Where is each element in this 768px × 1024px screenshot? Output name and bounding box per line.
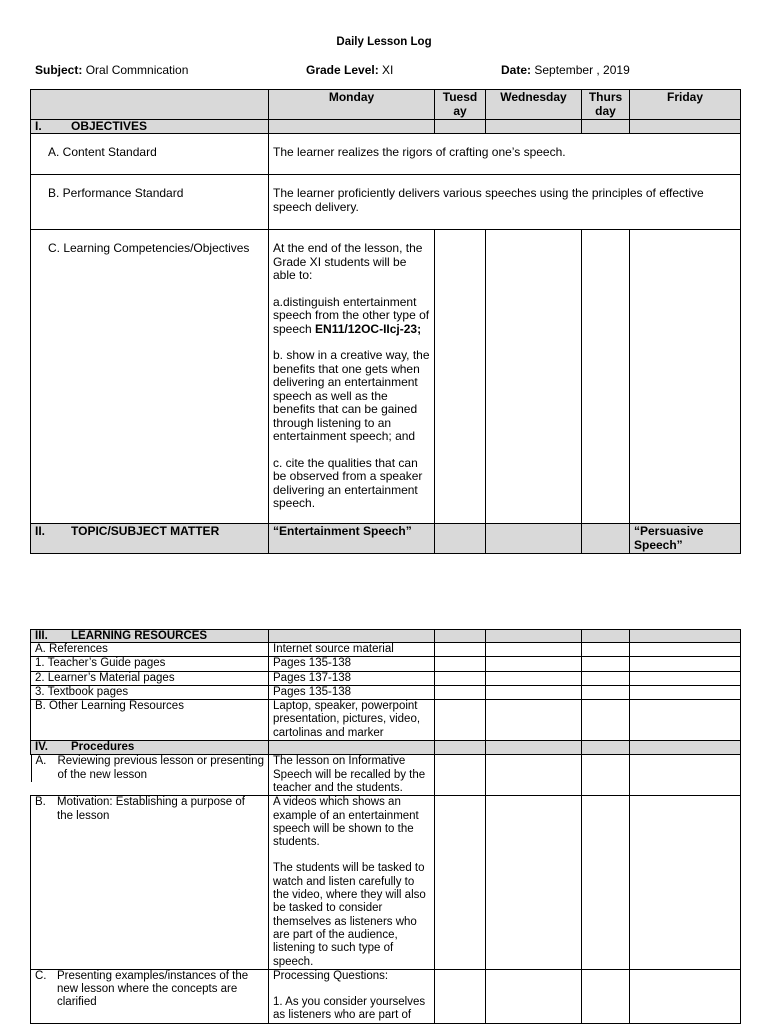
- empty-cell: [435, 671, 486, 685]
- empty-cell: [582, 741, 630, 755]
- learning-competencies-text: [269, 230, 435, 524]
- grade-level-field: [306, 63, 393, 77]
- section-number: I.: [35, 119, 42, 133]
- document-title: Daily Lesson Log: [336, 36, 432, 48]
- empty-cell: [486, 969, 582, 1023]
- learners-material-label: 2. Learner’s Material pages: [31, 671, 269, 685]
- empty-cell: [582, 969, 630, 1023]
- empty-cell: [435, 657, 486, 671]
- empty-cell: [486, 643, 582, 657]
- empty-cell: [435, 755, 486, 796]
- empty-cell: [582, 796, 630, 970]
- performance-standard-label: B. Performance Standard: [31, 175, 269, 230]
- procedure-c-row: [31, 969, 741, 1023]
- performance-standard-text: The learner proficiently delivers various speeches using the principles of effective speech delivery.: [269, 175, 741, 230]
- section-objectives-row: [31, 120, 741, 134]
- subject-label: Subject:: [35, 63, 83, 77]
- empty-cell: [582, 643, 630, 657]
- lc-objective-b: b. show in a creative way, the benefits that one gets when delivering an entertainment speech as well as the benefits that can be gained through listening to an entertainment speech; and: [273, 348, 430, 443]
- empty-cell: [630, 657, 741, 671]
- header-wednesday: Wednesday: [486, 90, 582, 120]
- empty-cell: [582, 671, 630, 685]
- empty-cell: [435, 741, 486, 755]
- empty-cell: [486, 657, 582, 671]
- teachers-guide-label: 1. Teacher’s Guide pages: [31, 657, 269, 671]
- section-title: Procedures: [71, 741, 135, 754]
- empty-cell: [582, 630, 630, 643]
- header-tuesday: Tuesd ay: [435, 90, 486, 120]
- empty-cell: [486, 755, 582, 796]
- section-resources-row: [31, 630, 741, 643]
- section-topic-heading: [31, 524, 269, 554]
- empty-cell: [486, 671, 582, 685]
- empty-cell: [630, 700, 741, 741]
- day-header-row: [31, 90, 741, 120]
- empty-cell: [630, 671, 741, 685]
- section-procedures-heading: [31, 741, 269, 755]
- procedure-c-text-2: 1. As you consider yourselves as listeners who are part of: [273, 996, 426, 1022]
- other-resources-label: B. Other Learning Resources: [31, 700, 269, 741]
- empty-cell: [435, 643, 486, 657]
- procedure-b-text-2: The students will be tasked to watch and listen carefully to the video, where they will also be tasked to consider themselves as listeners who are part of the audience, listening to such type of speech.: [273, 862, 426, 968]
- header-thursday: Thurs day: [582, 90, 630, 120]
- section-title: TOPIC/SUBJECT MATTER: [71, 524, 220, 538]
- procedure-b-text-1: A videos which shows an example of an entertainment speech will be shown to the students.: [273, 796, 419, 849]
- empty-cell: [435, 685, 486, 699]
- procedure-a-row: [31, 755, 741, 796]
- references-label: A. References: [31, 643, 269, 657]
- topic-friday: “Persuasive Speech”: [630, 524, 741, 554]
- subject-field: [35, 63, 188, 77]
- section-number: IV.: [35, 741, 49, 754]
- empty-cell: [630, 969, 741, 1023]
- content-standard-text: The learner realizes the rigors of crafting one’s speech.: [269, 134, 741, 175]
- procedure-b-value: [269, 796, 435, 970]
- procedure-c-letter: C.: [35, 969, 47, 982]
- grade-level-label: Grade Level:: [306, 63, 379, 77]
- learning-competencies-label: C. Learning Competencies/Objectives: [31, 230, 269, 524]
- content-standard-label: A. Content Standard: [31, 134, 269, 175]
- procedure-a-label: [31, 755, 269, 782]
- procedure-c-text-1: Processing Questions:: [273, 969, 389, 982]
- procedure-b-letter: B.: [35, 796, 46, 809]
- teachers-guide-value: Pages 135-138: [269, 657, 435, 671]
- procedure-b-row: [31, 796, 741, 970]
- lc-intro: At the end of the lesson, the Grade XI students will be able to:: [273, 241, 423, 282]
- section-objectives-heading: [31, 120, 269, 134]
- references-row: [31, 643, 741, 657]
- procedure-b-text: Motivation: Establishing a purpose of the lesson: [57, 796, 245, 822]
- empty-cell: [435, 120, 486, 134]
- teachers-guide-row: [31, 657, 741, 671]
- empty-cell: [435, 230, 486, 524]
- empty-cell: [582, 524, 630, 554]
- textbook-label: 3. Textbook pages: [31, 685, 269, 699]
- performance-standard-row: [31, 175, 741, 230]
- empty-cell: [630, 630, 741, 643]
- textbook-value: Pages 135-138: [269, 685, 435, 699]
- lc-objective-a: [273, 296, 430, 337]
- empty-cell: [435, 969, 486, 1023]
- grade-level-value: XI: [382, 63, 394, 77]
- date-value: September , 2019: [534, 63, 630, 77]
- section-resources-heading: [31, 630, 269, 643]
- textbook-row: [31, 685, 741, 699]
- other-resources-value: Laptop, speaker, powerpoint presentation, pictures, video, cartolinas and marker: [269, 700, 435, 741]
- lesson-log-table-bottom: [30, 629, 741, 1024]
- learners-material-value: Pages 137-138: [269, 671, 435, 685]
- subject-value: Oral Commnication: [85, 63, 189, 77]
- empty-cell: [486, 685, 582, 699]
- date-label: Date:: [501, 63, 532, 77]
- empty-cell: [486, 630, 582, 643]
- empty-cell: [486, 230, 582, 524]
- empty-cell: [630, 685, 741, 699]
- empty-cell: [486, 700, 582, 741]
- header-monday: Monday: [269, 90, 435, 120]
- empty-cell: [435, 524, 486, 554]
- empty-cell: [582, 120, 630, 134]
- lc-objective-a-text: a.distinguish entertainment speech from the other type of speech: [273, 294, 430, 336]
- empty-cell: [435, 700, 486, 741]
- empty-cell: [486, 796, 582, 970]
- empty-cell: [486, 120, 582, 134]
- empty-cell: [269, 120, 435, 134]
- empty-cell: [435, 630, 486, 643]
- procedure-c-label: [31, 969, 269, 1023]
- section-number: III.: [35, 630, 48, 642]
- empty-cell: [630, 643, 741, 657]
- learning-competencies-row: [31, 230, 741, 524]
- other-resources-row: [31, 700, 741, 741]
- empty-cell: [269, 630, 435, 643]
- procedure-a-value: The lesson on Informative Speech will be recalled by the teacher and the students.: [269, 755, 435, 796]
- empty-cell: [582, 755, 630, 796]
- procedure-a-letter: A.: [35, 755, 47, 768]
- lc-objective-c: c. cite the qualities that can be observed from a speaker delivering an entertainment speech.: [273, 455, 423, 510]
- topic-monday: “Entertainment Speech”: [269, 524, 435, 554]
- empty-cell: [582, 685, 630, 699]
- procedure-a-text: Reviewing previous lesson or presenting of the new lesson: [57, 755, 264, 781]
- date-field: [501, 63, 630, 77]
- lesson-log-table-top: [30, 89, 741, 554]
- empty-cell: [269, 741, 435, 755]
- empty-cell: [435, 796, 486, 970]
- header-friday: Friday: [630, 90, 741, 120]
- empty-cell: [630, 741, 741, 755]
- header-blank-cell: [31, 90, 269, 120]
- empty-cell: [582, 657, 630, 671]
- section-topic-row: [31, 524, 741, 554]
- procedure-c-text: Presenting examples/instances of the new lesson where the concepts are clarified: [57, 969, 249, 1009]
- empty-cell: [486, 741, 582, 755]
- section-number: II.: [35, 524, 46, 538]
- empty-cell: [582, 700, 630, 741]
- empty-cell: [630, 230, 741, 524]
- section-title: OBJECTIVES: [71, 119, 148, 133]
- empty-cell: [582, 230, 630, 524]
- empty-cell: [630, 120, 741, 134]
- section-procedures-row: [31, 741, 741, 755]
- empty-cell: [630, 755, 741, 796]
- references-value: Internet source material: [269, 643, 435, 657]
- section-title: LEARNING RESOURCES: [71, 630, 208, 642]
- empty-cell: [630, 796, 741, 970]
- lc-objective-a-code: EN11/12OC-IIcj-23;: [315, 321, 422, 336]
- content-standard-row: [31, 134, 741, 175]
- procedure-b-label: [31, 796, 269, 970]
- procedure-c-value: [269, 969, 435, 1023]
- learners-material-row: [31, 671, 741, 685]
- empty-cell: [486, 524, 582, 554]
